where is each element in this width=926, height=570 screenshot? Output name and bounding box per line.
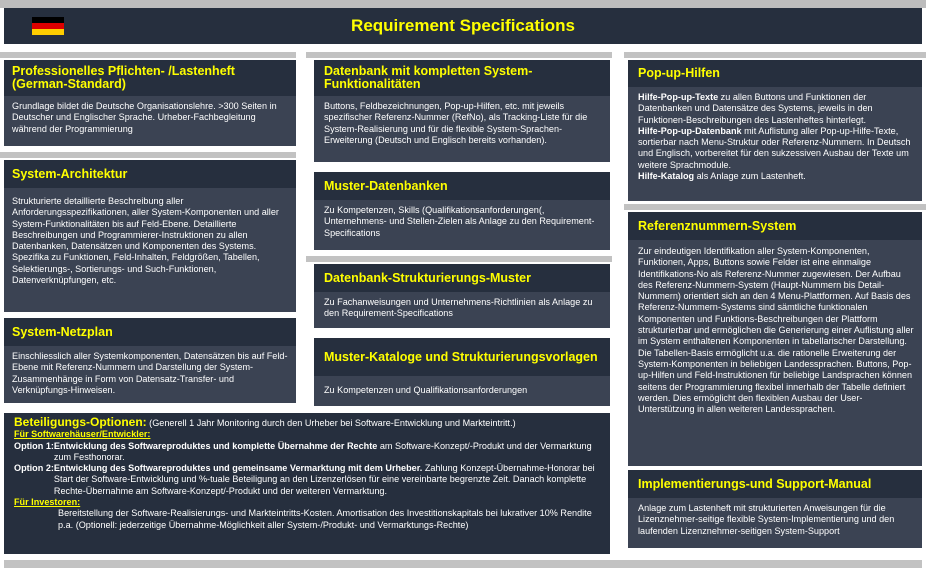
- investor-heading: Für Investoren:: [14, 497, 81, 508]
- card-title: Datenbank mit kompletten System-Funktionalitäten: [314, 60, 610, 96]
- page-title: Requirement Specifications: [351, 16, 575, 35]
- card-title: Muster-Kataloge und Strukturierungsvorlagen: [314, 338, 610, 376]
- top-gray-bar: [0, 0, 926, 8]
- separator-bar: [624, 204, 926, 210]
- card-system-netzplan: [4, 318, 296, 403]
- card-title: Professionelles Pflichten- /Lastenheft (German-Standard): [4, 60, 296, 96]
- card-body: Buttons, Feldbezeichnungen, Pop-up-Hilfen, etc. mit jeweils spezifischer Referenz-Nummer (RefNo), als Tracking-Liste für die System-Realisierung und für die flexible System-Sprachen-Erweiterung (Deutsch und Englisch bereits vorhanden).: [314, 96, 610, 162]
- card-title: Muster-Datenbanken: [314, 172, 610, 200]
- separator-bar: [306, 52, 612, 58]
- card-system-architektur: [4, 160, 296, 312]
- option-1: Option 1: Entwicklung des Softwareproduktes und komplette Übernahme der Rechte am Software-Konzept/-Produkt und der Vermarktung zum Festhonorar.: [14, 440, 592, 462]
- separator-bar: [624, 52, 926, 58]
- card-title: Referenznummern-System: [628, 212, 922, 240]
- card-muster-kataloge: [314, 338, 610, 406]
- bottom-gray-bar: [4, 560, 922, 568]
- card-title: System-Netzplan: [4, 318, 296, 346]
- separator-bar: [0, 152, 296, 158]
- card-pflichtenheft: [4, 60, 296, 146]
- card-implementierung: [628, 470, 922, 548]
- software-heading: Für Softwarehäuser/Entwickler:: [14, 429, 151, 440]
- card-body: Hilfe-Pop-up-Texte zu allen Buttons und Funktionen der Datenbanken und Datensätze des Systems, jeweils in den Funktionen-Beschreibungen des Lastenheftes hinterlegt. Hilfe-Pop-up-Datenbank mit Auflistung aller Pop-up-Hilfe-Texte, sortierbar nach Menu-Struktur oder Referenz-Nummern. In Deutsch und Englisch, vorbereitet für den sukzessiven Ausbau der Texte um weitere Sprachmodule. Hilfe-Katalog als Anlage zum Lastenheft.: [628, 87, 922, 201]
- card-body: Zu Fachanweisungen und Unternehmens-Richtlinien als Anlage zu den Requirement-Specifications: [314, 292, 610, 328]
- separator-bar: [0, 52, 296, 58]
- card-body: Zur eindeutigen Identifikation aller System-Komponenten, Funktionen, Apps, Buttons sowie Felder ist eine einmalige Identifikations-No als Referenz-Nummer zugewiesen. Der Aufbau des Referenz-Nummern-System (Haupt-Nummern bis Detail-Nummern) orientiert sich an den 4 Menu-Plattformen. Auf Basis des Referenz-Nummern-Systems sind sämtliche funktionalen Komponenten und Funktions-Beschreibungen der Plattform strukturierbar und ermöglichen die Generierung einer Auflistung aller im System enthaltenen Komponenten in tabellarischer Darstellung. Die Tabellen-Basis ermöglicht u.a. die rationelle Erweiterung der System-Komponenten in beliebigen Landessprachen. Buttons, Pop-up-Hilfen und Feld-Instruktionen für beliebige Landsprachen können seitens der Programmierung flexibel innerhalb der Tabelle definiert werden. Dies ermöglicht den flexiblen Ausbau der User-Unterstützung in allen weiteren Landessprachen.: [628, 240, 922, 466]
- card-title: Implementierungs-und Support-Manual: [628, 470, 922, 498]
- card-body: Zu Kompetenzen, Skills (Qualifikationsanforderungen(, Unternehmens- und Stellen-Zielen als Anlage zu den Requirement-Specifications: [314, 200, 610, 250]
- card-referenznummern: [628, 212, 922, 466]
- card-body: Anlage zum Lastenheft mit strukturierten Anweisungen für die Lizenznehmer-seitige flexible System-Implementierung und den laufenden Lizenznehmer-seitigen System-Support: [628, 498, 922, 548]
- card-body: Zu Kompetenzen und Qualifikationsanforderungen: [314, 376, 610, 406]
- card-body: Grundlage bildet die Deutsche Organisationslehre. >300 Seiten in Deutscher und Englischer Sprache. Urheber-Fachbegleitung während der Programmierung: [4, 96, 296, 146]
- investor-text: Bereitstellung der Software-Realisierungs- und Markteintritts-Kosten. Amortisation des Investitionskapitals bei lukrativer 10% Rendite p.a. (Optionell: jederzeitige Übernahme-Möglichkeit aller System-/Produkt- und Vermarktungs-Rechte): [58, 508, 592, 530]
- page-header: [4, 8, 922, 44]
- card-datenbank: [314, 60, 610, 162]
- option-2: Option 2: Entwicklung des Softwareproduktes und gemeinsame Vermarktung mit dem Urheber. Zahlung Konzept-Übernahme-Honorar bei Start der Software-Entwicklung und %-tuale Beteiligung an den Lizenzerlösen für eine vereinbarte begrenzte Zeit. Danach komplette Rechte-Übernahme am Software-Konzept/-Produkt und der weiteren Vermarktung.: [14, 463, 595, 496]
- card-muster-datenbanken: [314, 172, 610, 250]
- card-title: System-Architektur: [4, 160, 296, 188]
- separator-bar: [306, 256, 612, 262]
- card-title: Pop-up-Hilfen: [628, 60, 922, 87]
- card-strukturierungs-muster: [314, 264, 610, 328]
- panel-title: Beteiligungs-Optionen: (Generell 1 Jahr Monitoring durch den Urheber bei Software-Entwicklung und Markteintritt.): [14, 415, 516, 429]
- card-title: Datenbank-Strukturierungs-Muster: [314, 264, 610, 292]
- card-body: Strukturierte detaillierte Beschreibung aller Anforderungsspezifikationen, aller System-Komponenten und aller System-Funktionalitäten bis auf Feld-Ebene. Detaillierte Beschreibungen und Programmierer-Instruktionen zu allen Datenbanken, Datensätzen und Komponenten des Systems. Spezifika zu Funktionen, Feld-Inhalten, Feldgrößen, Tabellen, Selektierungs-, Sortierungs- und Such-Funktionen, Datenverknüpfungen, etc.: [4, 188, 296, 312]
- card-body: Einschliesslich aller Systemkomponenten, Datensätzen bis auf Feld-Ebene mit Referenz-Nummern und Darstellung der System-Zusammenhänge in Form von Datensatz-Transfer- und Verknüpfungs-Hinweisen.: [4, 346, 296, 403]
- card-popup-hilfen: [628, 60, 922, 201]
- beteiligungs-optionen-panel: [4, 413, 610, 554]
